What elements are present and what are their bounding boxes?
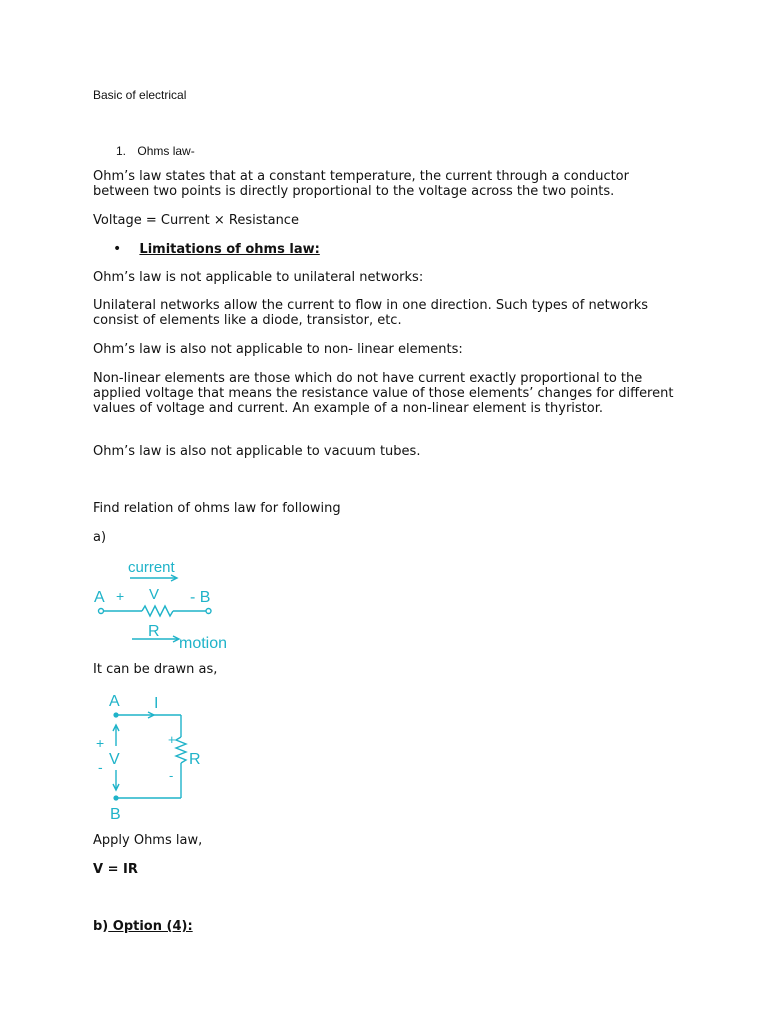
ohms-law-statement: Ohm’s law states that at a constant temperature, the current through a conductor between two points is directly proportional to the voltage across the two points. [93,169,629,199]
terminal-a [99,609,104,614]
numbered-list-item [116,144,195,158]
nonlinear-body: Non-linear elements are those which do not have current exactly proportional to the applied voltage that means the resistance value of those elements’ changes for different values of voltage and current. An example of a non-linear element is thyristor. [93,371,674,416]
resistor-symbol [176,737,186,763]
plus-left: + [96,735,105,751]
find-relation-text: Find relation of ohms law for following [93,501,341,516]
plus-sign: + [116,588,125,604]
current-label: I [154,695,159,712]
part-b-label: Option (4): [108,919,193,934]
bullet-icon: • [113,241,122,257]
current-label: current [128,559,175,576]
resistor-diagram [90,552,240,652]
nonlinear-heading: Ohm’s law is also not applicable to non- linear elements: [93,342,463,357]
list-number: 1. [116,144,127,158]
voltage-label: V [149,586,160,603]
minus-right: - [169,768,174,783]
node-b-dot [113,795,118,800]
terminal-b [206,609,211,614]
unilateral-heading: Ohm’s law is not applicable to unilateral networks: [93,270,424,285]
drawn-as-text: It can be drawn as, [93,662,218,677]
part-b-heading [93,919,683,934]
node-a-label: A [109,693,120,710]
resistor-symbol [142,606,173,616]
vacuum-tubes-text: Ohm’s law is also not applicable to vacuum tubes. [93,444,421,459]
minus-left: - [98,759,103,775]
limitations-bullet [113,241,320,257]
node-a-label: A [94,589,105,606]
minus-b-label: - B [190,589,211,606]
resistance-label: R [189,751,201,768]
motion-label: motion [179,635,228,652]
voltage-label: V [109,751,120,768]
resistance-label: R [148,623,160,640]
apply-ohms-law-text: Apply Ohms law, [93,833,203,848]
circuit-diagram [92,688,222,824]
node-b-label: B [110,806,121,823]
node-a-dot [113,712,118,717]
part-a-label: a) [93,530,107,545]
limitations-heading: Limitations of ohms law: [139,242,320,257]
result-equation: V = IR [93,862,138,877]
unilateral-body: Unilateral networks allow the current to flow in one direction. Such types of networks consist of elements like a diode, transistor, etc. [93,298,649,328]
ohms-law-formula: Voltage = Current × Resistance [93,213,299,228]
document-title: Basic of electrical [93,88,187,102]
plus-right: + [168,732,176,747]
part-b-prefix: b) [93,919,109,934]
list-item-text: Ohms law- [137,144,195,158]
